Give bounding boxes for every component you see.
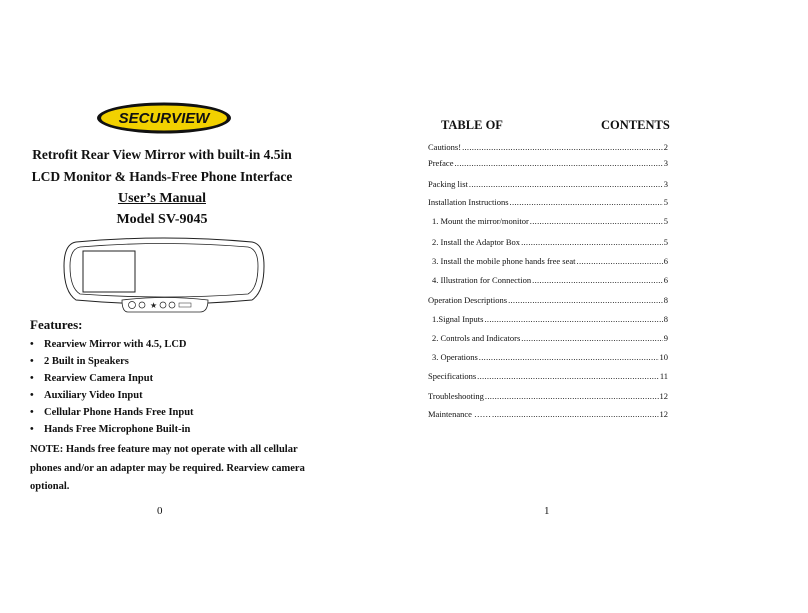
toc-entry: Specifications ..... 11: [428, 371, 668, 382]
toc-title-right: CONTENTS: [601, 118, 670, 132]
toc-entry: Troubleshooting ..... 12: [428, 391, 668, 402]
toc-entry: Operation Descriptions ..... 8: [428, 295, 668, 306]
manual-subtitle: User’s Manual: [117, 191, 206, 206]
toc-entry: 3. Install the mobile phone hands free seat ..... 6: [432, 256, 668, 267]
mirror-button-1: [129, 302, 136, 309]
note-text: NOTE: Hands free feature may not operate with all cellular phones and/or an adapter may be required. Rearview camera optional.: [30, 444, 305, 492]
mirror-button-4: [169, 302, 175, 308]
right-page: [404, 0, 808, 613]
model-number: Model SV-9045: [116, 212, 208, 227]
toc-entry: 1.Signal Inputs ..... 8: [432, 314, 668, 325]
svg-text:★: ★: [150, 301, 158, 310]
features-list: [30, 336, 194, 438]
toc-entry: 1. Mount the mirror/monitor ..... 5: [432, 216, 668, 227]
list-item: • Rearview Mirror with 4.5, LCD: [30, 336, 194, 353]
list-item: • Auxiliary Video Input: [30, 387, 194, 404]
toc-entry: Preface ..... 3: [428, 158, 668, 169]
title-line-2: LCD Monitor & Hands-Free Phone Interface: [31, 169, 293, 184]
list-item: • 2 Built in Speakers: [30, 353, 194, 370]
toc-entry: Maintenance …… ..... 12: [428, 409, 668, 420]
title-block: [0, 144, 324, 231]
logo-text: SECURVIEW: [118, 110, 210, 127]
toc-entry: 2. Controls and Indicators ..... 9: [432, 333, 668, 344]
mirror-button-2: [139, 302, 145, 308]
list-item: • Hands Free Microphone Built-in: [30, 421, 194, 438]
toc-entry: 3. Operations ..... 10: [432, 352, 668, 363]
securview-logo: [96, 102, 232, 134]
mirror-illustration: [62, 236, 266, 314]
toc-entry: Cautions! ..... 2: [428, 142, 668, 153]
page-number-left: 0: [157, 505, 163, 517]
toc-entry: Packing list ..... 3: [428, 179, 668, 190]
features-heading: Features:: [30, 317, 83, 332]
toc-entry: 2. Install the Adaptor Box ..... 5: [432, 237, 668, 248]
list-item: • Rearview Camera Input: [30, 370, 194, 387]
lcd-screen: [83, 251, 135, 292]
mirror-button-3: [160, 302, 166, 308]
title-line-1: Retrofit Rear View Mirror with built-in 4.5in: [32, 147, 292, 162]
toc-entry: 4. Illustration for Connection ..... 6: [432, 275, 668, 286]
toc-entry: Installation Instructions ..... 5: [428, 197, 668, 208]
page-number-right: 1: [544, 505, 550, 517]
toc-title-left: TABLE OF: [441, 118, 503, 132]
list-item: • Cellular Phone Hands Free Input: [30, 404, 194, 421]
